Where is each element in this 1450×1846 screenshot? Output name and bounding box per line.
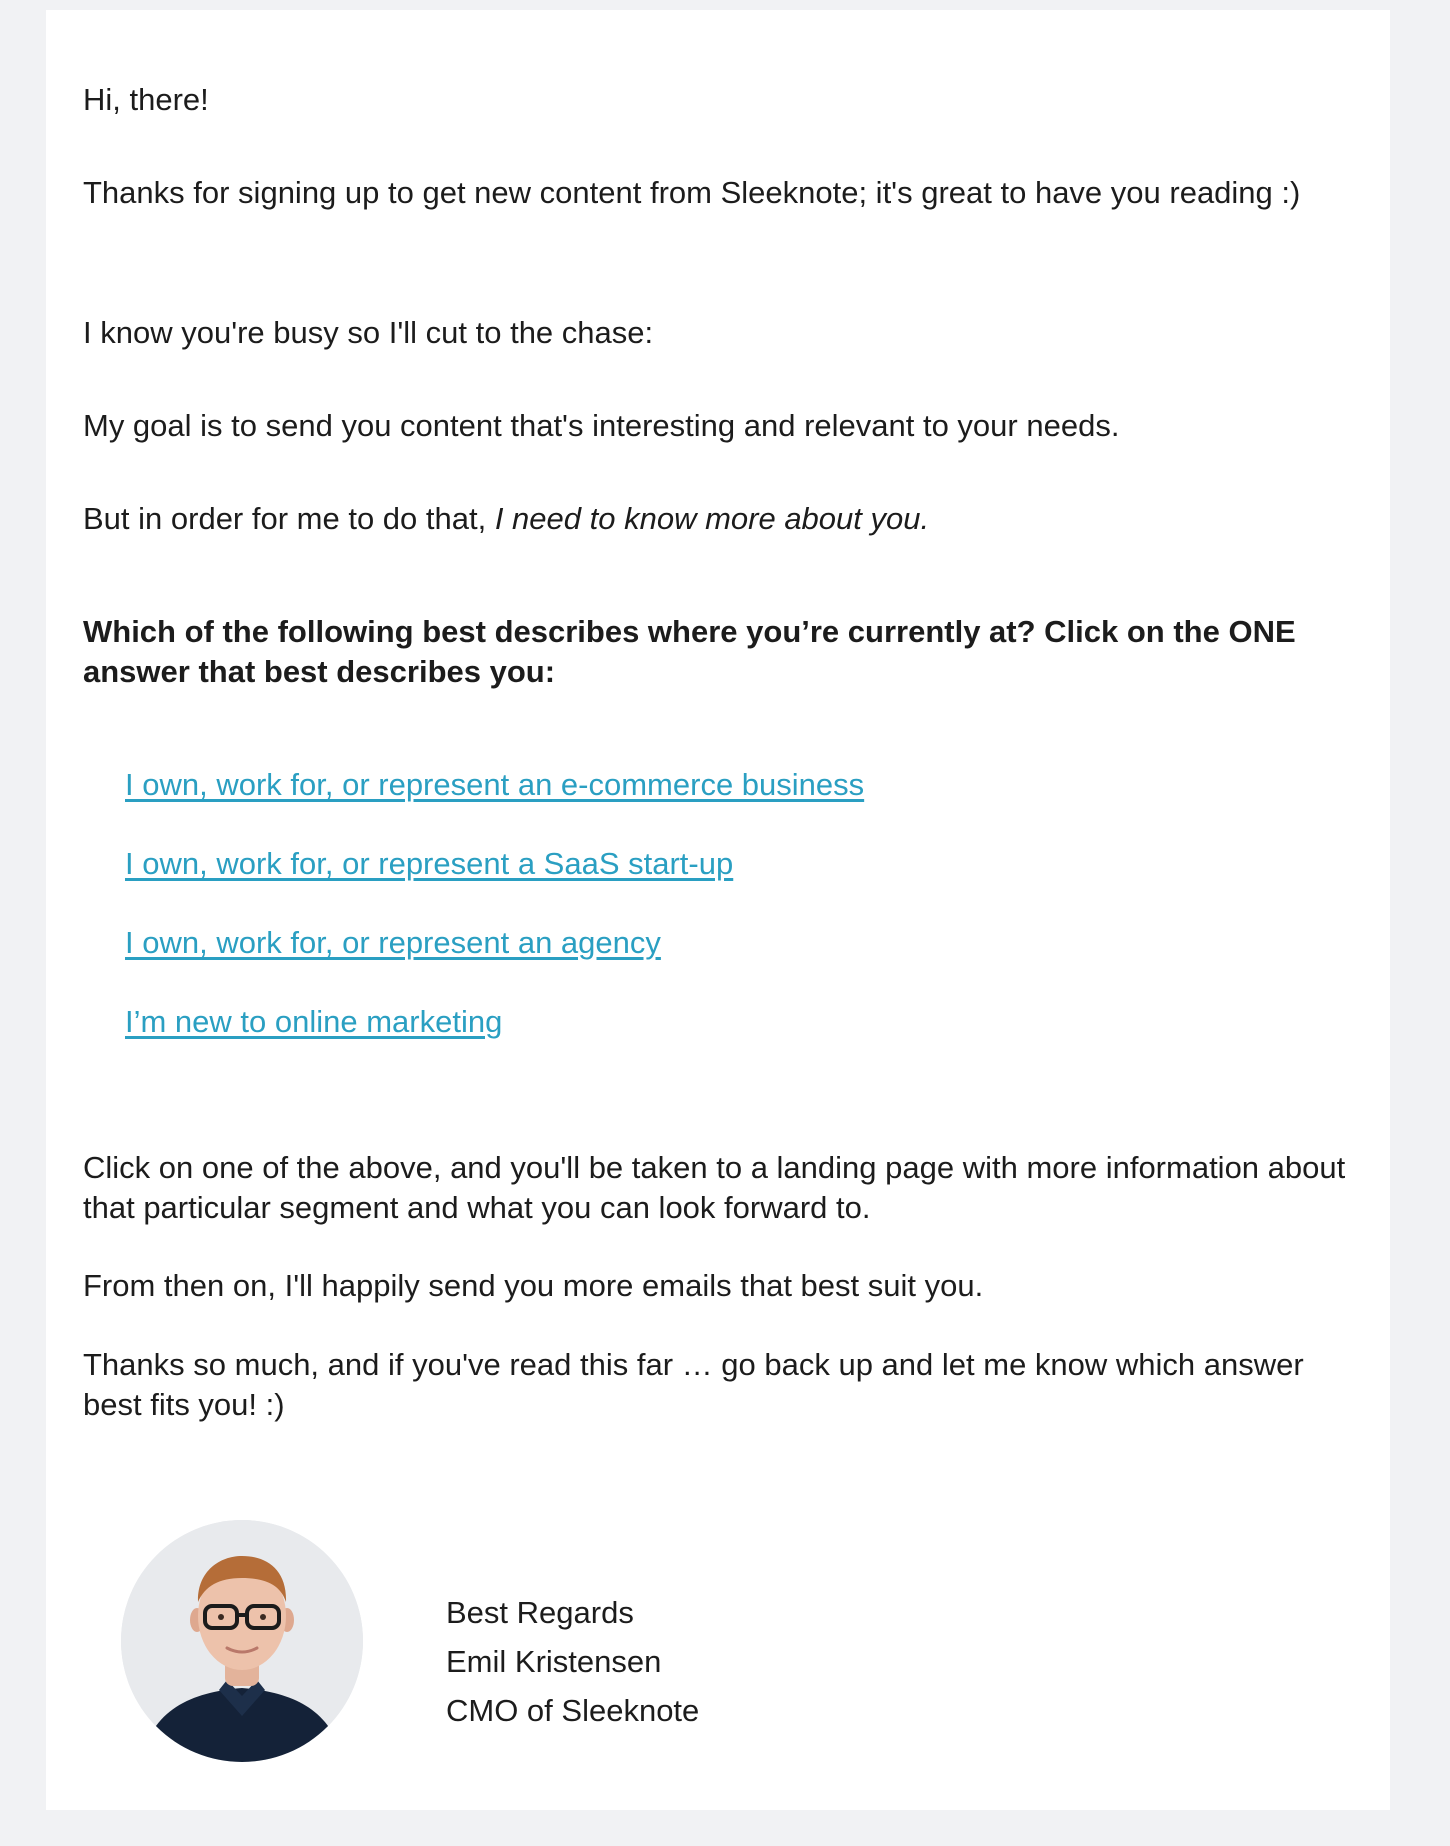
answer-link-new-marketer[interactable]: I’m new to online marketing <box>125 1004 503 1039</box>
order-paragraph-emphasis: I need to know more about you. <box>494 501 930 536</box>
answer-item <box>125 995 864 1074</box>
closing-paragraph: Thanks so much, and if you've read this far … go back up and let me know which answer best fits you! :) <box>83 1347 1304 1422</box>
order-paragraph-prefix: But in order for me to do that, <box>83 501 495 536</box>
segment-question: Which of the following best describes where you’re currently at? Click on the ONE answer that best describes you: <box>83 614 1296 689</box>
signature-name: Emil Kristensen <box>446 1644 662 1679</box>
order-paragraph <box>83 496 929 542</box>
signature-title: CMO of Sleeknote <box>446 1693 700 1728</box>
answer-link-agency[interactable]: I own, work for, or represent an agency <box>125 925 661 960</box>
answer-link-saas[interactable]: I own, work for, or represent a SaaS start-up <box>125 846 734 881</box>
answer-item <box>125 916 864 995</box>
busy-paragraph: I know you're busy so I'll cut to the chase: <box>83 315 654 350</box>
from-then-paragraph: From then on, I'll happily send you more emails that best suit you. <box>83 1268 984 1303</box>
goal-paragraph: My goal is to send you content that's interesting and relevant to your needs. <box>83 408 1120 443</box>
answer-item <box>125 758 864 837</box>
answer-list <box>125 758 864 1074</box>
greeting: Hi, there! <box>83 82 209 117</box>
avatar <box>121 1520 363 1762</box>
signature-block <box>446 1588 699 1735</box>
signature-sign-off: Best Regards <box>446 1595 634 1630</box>
answer-item <box>125 837 864 916</box>
thanks-paragraph: Thanks for signing up to get new content from Sleeknote; it's great to have you reading :) <box>83 175 1301 210</box>
answer-link-ecommerce[interactable]: I own, work for, or represent an e-commerce business <box>125 767 865 802</box>
click-paragraph: Click on one of the above, and you'll be taken to a landing page with more information about that particular segment and what you can look forward to. <box>83 1150 1346 1225</box>
email-body-card <box>46 10 1390 1810</box>
person-portrait-icon <box>121 1520 363 1762</box>
